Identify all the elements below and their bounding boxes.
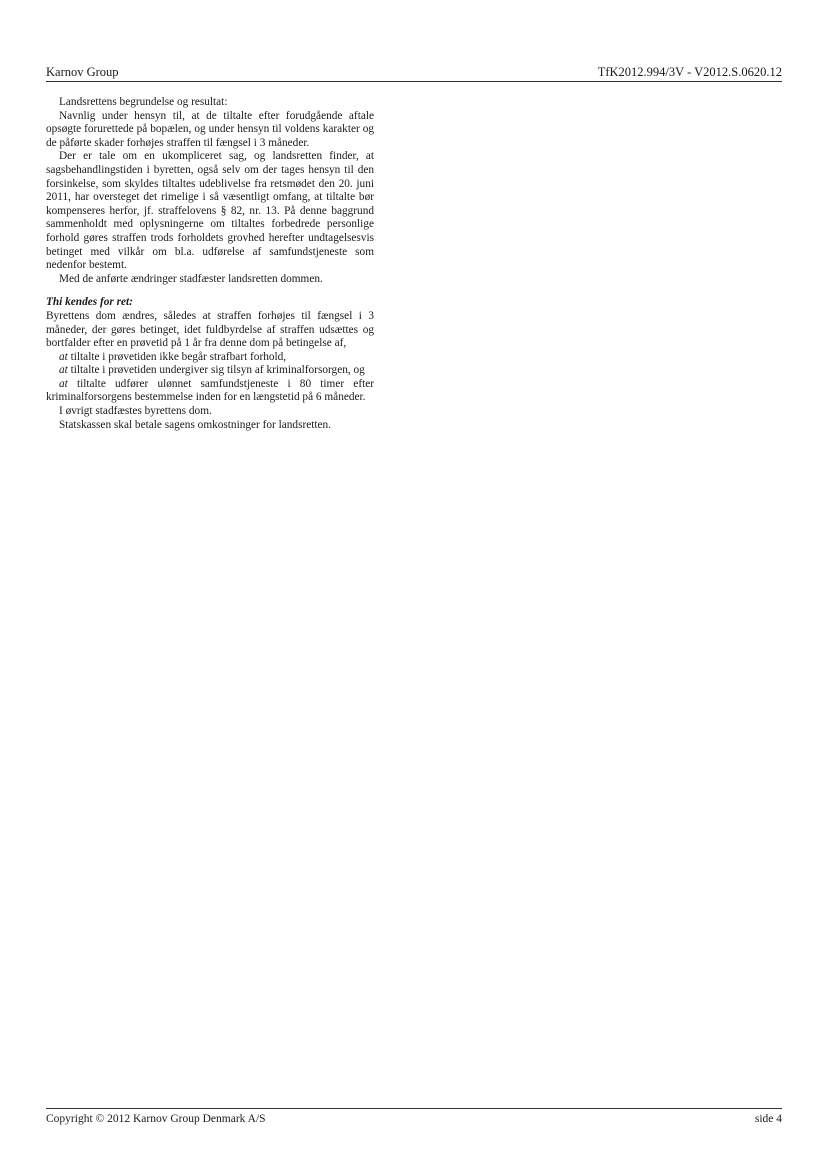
condition-1-marker: at xyxy=(59,350,68,363)
document-body xyxy=(46,96,374,432)
page-number: side 4 xyxy=(754,1113,782,1125)
condition-2 xyxy=(46,364,374,378)
condition-1-text: tiltalte i prøvetiden ikke begår strafbart forhold, xyxy=(67,350,287,363)
verdict-costs: Statskassen skal betale sagens omkostninger for landsretten. xyxy=(59,418,332,431)
verdict-heading: Thi kendes for ret: xyxy=(46,296,133,309)
verdict-paragraph: Byrettens dom ændres, således at straffen forhøjes til fængsel i 3 måneder, der gøres betinget, idet fuldbyrdelse af straffen udsættes og bortfalder efter en prøvetid på 1 år fra denne dom på betingelse af, xyxy=(46,309,374,350)
condition-3-text: tiltalte udfører ulønnet samfundstjeneste i 80 timer efter kriminalforsorgens bestemmelse inden for en længstetid på 6 måneder. xyxy=(46,377,374,404)
condition-1 xyxy=(46,351,374,365)
paragraph-sentence: Navnlig under hensyn til, at de tiltalte efter forudgående aftale opsøgte forurettede på bopælen, og under hensyn til voldens karakter og de påførte skader forhøjes straffen til fængsel i 3 måneder. xyxy=(46,109,374,149)
page-footer xyxy=(46,1111,782,1127)
page-header xyxy=(46,63,782,81)
document-reference: TfK2012.994/3V - V2012.S.0620.12 xyxy=(597,65,782,79)
paragraph-conclusion: Med de anførte ændringer stadfæster landsretten dommen. xyxy=(59,272,323,285)
publisher-name: Karnov Group xyxy=(46,65,119,79)
section-title: Landsrettens begrundelse og resultat: xyxy=(59,96,228,108)
condition-2-text: tiltalte i prøvetiden undergiver sig tilsyn af kriminalforsorgen, og xyxy=(67,364,365,377)
condition-3 xyxy=(46,378,374,405)
condition-2-marker: at xyxy=(59,364,68,377)
paragraph-reasoning: Der er tale om en ukompliceret sag, og landsretten finder, at sagsbehandlingstiden i byretten, også selv om der tages hensyn til den forsinkelse, som skyldes tiltaltes udeblivelse fra retsmødet den 20. juni 2011, har oversteget det rimelige i så væsentligt omfang, at tiltalte bør kompenseres herfor, jf. straffelovens § 82, nr. 13. På denne baggrund sammenholdt med oplysningerne om tiltaltes forbedrede personlige forhold gøres straffen trods forholdets grovhed herefter undtagelsesvis betinget med vilkår om bl.a. udførelse af samfundstjeneste som nedenfor bestemt. xyxy=(46,150,374,272)
copyright-notice: Copyright © 2012 Karnov Group Denmark A/S xyxy=(46,1113,266,1125)
verdict-affirmation: I øvrigt stadfæstes byrettens dom. xyxy=(59,405,212,418)
header-rule xyxy=(46,81,782,82)
footer-rule xyxy=(46,1108,782,1109)
condition-3-marker: at xyxy=(59,377,68,390)
